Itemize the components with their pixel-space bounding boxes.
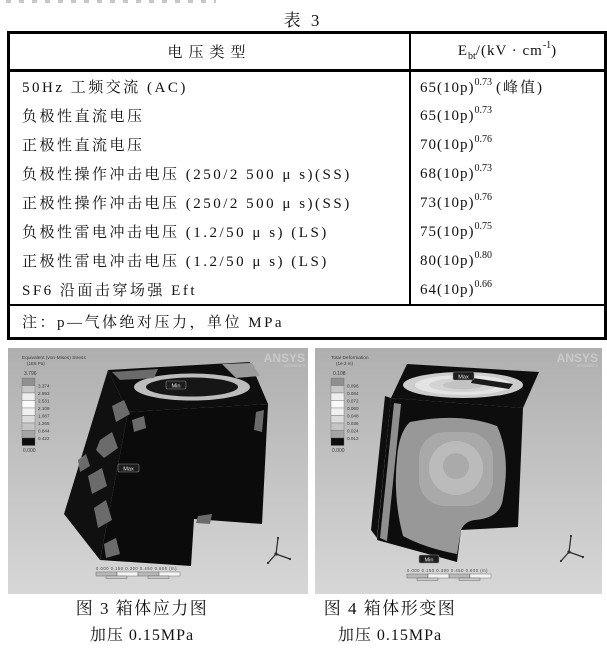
svg-text:0.084: 0.084 (347, 390, 359, 396)
legend-swatch (22, 423, 35, 431)
figure3-caption-line1: 图 3 箱体应力图 (75, 599, 209, 618)
legend-swatch (22, 393, 35, 401)
figure4-caption (282, 595, 498, 649)
svg-text:2.109: 2.109 (38, 405, 50, 411)
ebt-value-cell: $70(10p)^{0.76}$ (420, 134, 492, 153)
scale-segment (106, 576, 127, 579)
legend-swatch (331, 408, 344, 416)
svg-text:1.687: 1.687 (38, 413, 50, 419)
svg-text:0.012: 0.012 (347, 435, 359, 441)
svg-text:0.000 0.150 0.300 0.4: 0.000 0.150 0.300 0.450 0.600 (m) (407, 568, 488, 573)
table-note-row (9, 305, 606, 339)
scale-segment (449, 574, 470, 578)
voltage-table (7, 31, 607, 340)
svg-text:0.000: 0.000 (332, 448, 345, 454)
scale-segment (117, 572, 138, 576)
svg-text:WORKBENCH: WORKBENCH (283, 364, 305, 368)
svg-text:Equivalent (von-Mises) Stress: Equivalent (von-Mises) Stress (22, 356, 86, 361)
table-row (9, 101, 606, 130)
voltage-type-cell: 50Hz 工频交流 (AC) (9, 71, 411, 102)
ebt-value-cell: $65(10p)^{0.73}$ (420, 105, 492, 124)
scale-segment (417, 578, 438, 581)
voltage-type-cell: 负极性操作冲击电压 (250/2 500 μ s)(SS) (9, 159, 411, 188)
scale-segment (428, 574, 449, 578)
svg-text:ANSYS: ANSYS (556, 351, 598, 365)
cropped-text-remnant (6, 0, 216, 3)
svg-text:0.024: 0.024 (347, 428, 359, 434)
ebt-value-cell: $80(10p)^{0.80}$ (420, 250, 492, 269)
table-row (9, 159, 606, 188)
figure4-caption-line2: 加压 0.15MPa (337, 627, 443, 644)
table-row (9, 130, 606, 159)
scale-segment (96, 572, 117, 576)
table-row (9, 217, 606, 246)
scale-segment (159, 572, 180, 576)
header-ebt: $E_{bt}/(kV \cdot cm^{-1})$ (410, 33, 606, 71)
legend-swatch (22, 378, 35, 386)
figure-stress-image (8, 348, 308, 599)
svg-text:0.000: 0.000 (23, 448, 36, 454)
svg-text:3.796: 3.796 (24, 371, 37, 377)
svg-text:Max: Max (123, 466, 134, 473)
svg-text:ANSYS: ANSYS (263, 351, 305, 365)
voltage-type-cell: 正极性直流电压 (9, 130, 411, 159)
figure-deformation-image (315, 348, 602, 599)
svg-text:(1e-2 m): (1e-2 m) (336, 361, 354, 366)
legend-swatch (22, 438, 35, 446)
svg-text:2.953: 2.953 (38, 390, 50, 396)
voltage-type-cell: 正极性雷电冲击电压 (1.2/50 μ s) (LS) (9, 246, 411, 275)
svg-text:0.072: 0.072 (347, 398, 359, 404)
voltage-type-cell: 正极性操作冲击电压 (250/2 500 μ s)(SS) (9, 188, 411, 217)
legend-swatch (331, 401, 344, 409)
ebt-value-cell: $75(10p)^{0.75}$ (420, 221, 492, 240)
figure3-caption-line2: 加压 0.15MPa (89, 627, 195, 644)
lid-center (146, 378, 238, 397)
table-header-row (9, 33, 606, 71)
legend-swatch (22, 401, 35, 409)
svg-text:0.108: 0.108 (333, 371, 346, 377)
table-row (9, 246, 606, 275)
voltage-type-cell: SF6 沿面击穿场强 Eft (9, 275, 411, 305)
svg-text:Min: Min (171, 383, 181, 390)
scale-segment (148, 576, 169, 579)
svg-text:2.531: 2.531 (38, 398, 50, 404)
table-row (9, 275, 606, 305)
legend-swatch (331, 431, 344, 439)
svg-text:0.000 0.150 0.300 0.4: 0.000 0.150 0.300 0.450 0.600 (m) (96, 566, 177, 571)
svg-text:0.060: 0.060 (347, 405, 359, 411)
scale-segment (407, 574, 428, 578)
table-note: 注：p—气体绝对压力，单位 MPa (9, 305, 606, 339)
legend-swatch (22, 408, 35, 416)
legend-swatch (22, 416, 35, 424)
legend-swatch (331, 378, 344, 386)
ebt-value-cell: $65(10p)^{0.73}$ (峰值) (420, 77, 544, 96)
scale-segment (470, 574, 491, 578)
svg-text:Total Deformation: Total Deformation (331, 356, 369, 361)
legend-swatch (22, 431, 35, 439)
voltage-type-cell: 负极性直流电压 (9, 101, 411, 130)
scale-segment (138, 572, 159, 576)
svg-text:0.048: 0.048 (347, 413, 359, 419)
legend-swatch (331, 438, 344, 446)
legend-swatch (331, 386, 344, 394)
scale-segment (459, 578, 480, 581)
legend-swatch (331, 393, 344, 401)
deform-contour-4 (443, 453, 469, 479)
voltage-type-cell: 负极性雷电冲击电压 (1.2/50 μ s) (LS) (9, 217, 411, 246)
ebt-value-cell: $64(10p)^{0.66}$ (420, 279, 492, 298)
legend-swatch (331, 423, 344, 431)
ebt-value-cell: $68(10p)^{0.73}$ (420, 163, 492, 182)
table-row (9, 71, 606, 102)
legend-swatch (22, 386, 35, 394)
table-row (9, 188, 606, 217)
svg-text:1.265: 1.265 (38, 420, 50, 426)
table-title: 表 3 (283, 11, 323, 30)
svg-text:Min: Min (424, 557, 434, 564)
svg-text:0.844: 0.844 (38, 428, 50, 434)
svg-text:0.036: 0.036 (347, 420, 359, 426)
figure3-caption (0, 595, 284, 649)
svg-text:0.096: 0.096 (347, 383, 359, 389)
svg-text:(1E8 Pa): (1E8 Pa) (27, 361, 45, 366)
ebt-value-cell: $73(10p)^{0.76}$ (420, 192, 492, 211)
svg-text:0.422: 0.422 (38, 435, 50, 441)
header-voltage-type: 电压类型 (9, 33, 411, 71)
legend-swatch (331, 416, 344, 424)
figure4-caption-line1: 图 4 箱体形变图 (323, 599, 457, 618)
svg-text:Max: Max (458, 374, 469, 381)
svg-text:WORKBENCH: WORKBENCH (576, 364, 598, 368)
svg-text:3.374: 3.374 (38, 383, 50, 389)
